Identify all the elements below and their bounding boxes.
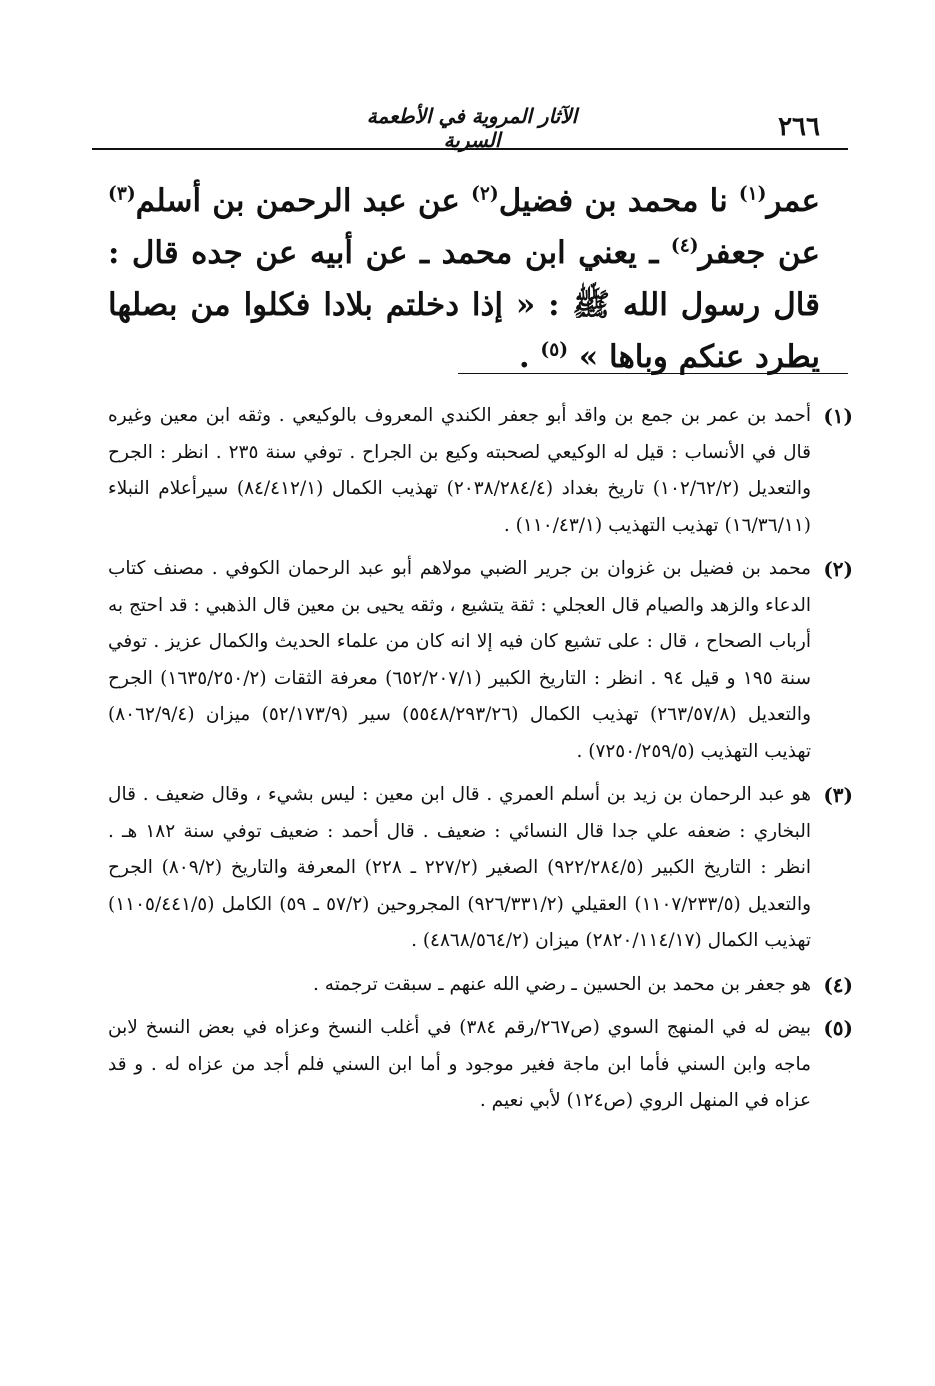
footnote-number: (٥)	[823, 1016, 853, 1040]
footnote-1	[108, 398, 853, 544]
footnote-text: هو جعفر بن محمد بن الحسين ـ رضي الله عنهم ـ سبقت ترجمته .	[313, 973, 811, 995]
text-segment: عن جعفر	[698, 235, 821, 271]
running-title: الآثار المروية في الأطعمة السرية	[366, 104, 578, 152]
text-segment: نا محمد بن فضيل	[498, 183, 739, 219]
footnote-text: محمد بن فضيل بن غزوان بن جرير الضبي مولاهم أبو عبد الرحمان الكوفي . مصنف كتاب الدعاء والزهد والصيام قال العجلي : ثقة يتشيع ، وثقه يحيى بن معين قال الذهبي : قد احتج به أرباب الصحاح ، قال : على تشيع كان فيه إلا انه كان من علماء الحديث والكمال عزيز . توفي سنة ١٩٥ و قيل ٩٤ . انظر : التاريخ الكبير (٦٥٢/٢٠٧/١) معرفة الثقات (١٦٣٥/٢٥٠/٢) الجرح والتعديل (٢٦٣/٥٧/٨) تهذيب الكمال (٥٥٤٨/٢٩٣/٢٦) سير (٥٢/١٧٣/٩) ميزان (٨٠٦٢/٩/٤) تهذيب التهذيب (٧٢٥٠/٢٥٩/٥) .	[108, 558, 812, 762]
footnote-number: (١)	[823, 404, 853, 428]
text-segment: عمر	[766, 183, 821, 219]
footnotes	[108, 398, 853, 1127]
footnote-text: هو عبد الرحمان بن زيد بن أسلم العمري . قال ابن معين : ليس بشيء ، وقال ضعيف . قال البخاري : ضعفه علي جدا قال النسائي : ضعيف . قال أحمد : ضعيف توفي سنة ١٨٢ هـ . انظر : التاريخ الكبير (٩٢٢/٢٨٤/٥) الصغير (٢٢٧/٢ ـ ٢٢٨) المعرفة والتاريخ (٨٠٩/٢) الجرح والتعديل (١١٠٧/٢٣٣/٥) العقيلي (٩٢٦/٣٣١/٢) المجروحين (٥٧/٢ ـ ٥٩) الكامل (١١٠٥/٤٤١/٥) تهذيب الكمال (٢٨٢٠/١١٤/١٧) ميزان (٤٨٦٨/٥٦٤/٢) .	[108, 784, 812, 951]
hadith-text	[108, 175, 820, 383]
page-number: ٢٦٦	[778, 112, 820, 142]
footnote-3	[108, 777, 853, 960]
footnote-ref-3[interactable]: (٣)	[108, 183, 136, 205]
header-rule	[92, 148, 848, 150]
text-segment: .	[518, 339, 541, 375]
footnote-4	[108, 967, 853, 1004]
footnote-text: أحمد بن عمر بن جمع بن واقد أبو جعفر الكندي المعروف بالوكيعي . وثقه ابن معين وغيره قال في الأنساب : قيل له الوكيعي لصحبته وكيع بن الجراح . توفي سنة ٢٣٥ . انظر : الجرح والتعديل (١٠٢/٦٢/٢) تاريخ بغداد (٢٠٣٨/٢٨٤/٤) تهذيب الكمال (٨٤/٤١٢/١) سيرأعلام النبلاء (١٦/٣٦/١١) تهذيب التهذيب (١١٠/٤٣/١) .	[108, 405, 812, 536]
footnote-ref-5[interactable]: (٥)	[540, 339, 569, 361]
text-segment: عن عبد الرحمن بن أسلم	[135, 183, 472, 219]
footnote-ref-4[interactable]: (٤)	[670, 235, 699, 257]
footnote-2	[108, 551, 853, 770]
footnote-ref-1[interactable]: (١)	[738, 183, 767, 205]
footnote-ref-2[interactable]: (٢)	[471, 183, 499, 205]
footnote-text: بيض له في المنهج السوي (ص٢٦٧/رقم ٣٨٤) في أغلب النسخ وعزاه في بعض النسخ لابن ماجه وابن السني فأما ابن ماجة فغير موجود و أما ابن السني فلم أجد من عزاه له . و قد عزاه في المنهل الروي (ص١٢٤) لأبي نعيم .	[108, 1017, 811, 1111]
footnote-number: (٢)	[823, 557, 853, 581]
footnote-number: (٣)	[823, 783, 853, 807]
footnote-separator	[458, 373, 848, 374]
hadith-paragraph	[108, 175, 820, 383]
footnote-5	[108, 1010, 853, 1120]
text-segment: ـ يعني ابن محمد ـ عن أبيه عن جده قال : قال رسول الله ﷺ : « إذا دخلتم بلادا فكلوا من بصلها يطرد عنكم وباها »	[108, 235, 820, 375]
page-header	[92, 92, 848, 154]
footnote-number: (٤)	[823, 972, 853, 997]
